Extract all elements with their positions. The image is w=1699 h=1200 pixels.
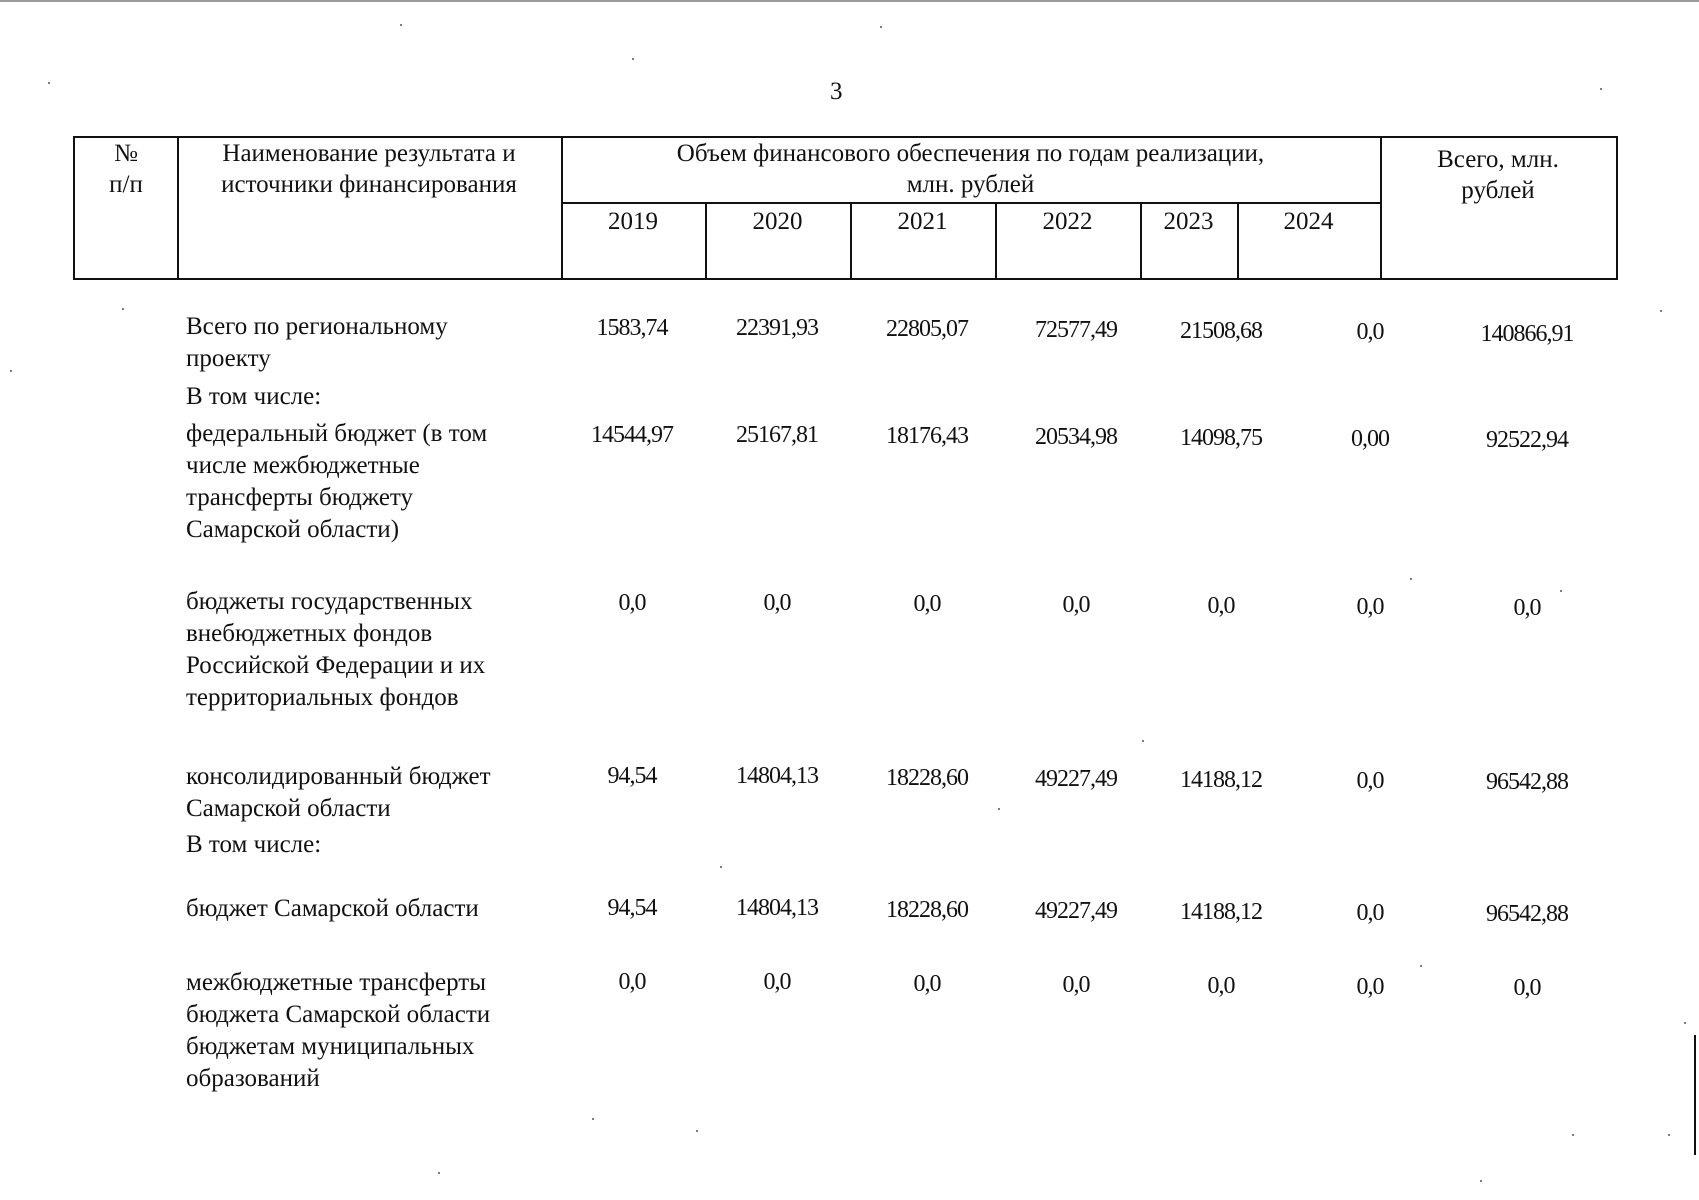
- scan-speck: [438, 1172, 440, 1174]
- scan-speck: [880, 26, 882, 28]
- table-cell: 0,0: [618, 969, 646, 995]
- row-label: межбюджетные трансферты бюджета Самарской области бюджетам муниципальных образований: [186, 969, 491, 1092]
- table-cell: 0,00: [1351, 426, 1389, 452]
- row-label: федеральный бюджет (в том числе межбюджетные трансферты бюджету Самарской области): [186, 420, 488, 543]
- table-cell: 14804,13: [736, 895, 818, 921]
- table-cell: 0,0: [763, 590, 791, 616]
- table-cell-total: 0,0: [1513, 975, 1541, 1001]
- scan-speck: [632, 58, 634, 60]
- table-cell: 0,0: [1356, 974, 1384, 1000]
- table-cell: 18176,43: [886, 423, 968, 449]
- table-cell: 0,0: [1356, 768, 1384, 794]
- table-cell: 0,0: [1062, 592, 1090, 618]
- page-number: 3: [830, 78, 843, 105]
- table-cell: 0,0: [1207, 593, 1235, 619]
- header-year: 2022: [1042, 208, 1093, 235]
- table-cell: 0,0: [1356, 594, 1384, 620]
- table-cell-total: 96542,88: [1486, 901, 1568, 927]
- header-year: 2020: [752, 208, 803, 235]
- header-year: 2019: [608, 208, 658, 235]
- header-col-number: № п/п: [109, 140, 143, 198]
- table-cell: 14098,75: [1180, 425, 1262, 451]
- table-header: [73, 136, 1618, 280]
- table-cell: 14188,12: [1180, 767, 1262, 793]
- table-cell: 0,0: [1356, 319, 1384, 345]
- table-cell: 0,0: [1062, 972, 1090, 998]
- table-cell: 14544,97: [591, 422, 673, 448]
- table-cell: 94,54: [607, 895, 657, 921]
- table-cell: 22391,93: [736, 315, 818, 341]
- header-year: 2021: [897, 208, 948, 235]
- table-cell-total: 96542,88: [1486, 769, 1568, 795]
- subheading: В том числе:: [186, 831, 322, 858]
- scan-speck: [1684, 1022, 1686, 1024]
- page-top-edge: [0, 0, 1699, 2]
- table-cell: 0,0: [763, 969, 791, 995]
- scan-speck: [1410, 578, 1412, 580]
- table-cell: 25167,81: [736, 422, 818, 448]
- scan-speck: [1600, 88, 1602, 90]
- scan-speck: [48, 82, 50, 84]
- header-divider: [561, 202, 1380, 204]
- scan-speck: [696, 1130, 698, 1132]
- table-cell: 0,0: [1356, 900, 1384, 926]
- table-cell: 49227,49: [1035, 766, 1117, 792]
- table-cell-total: 92522,94: [1486, 427, 1568, 453]
- table-cell: 0,0: [618, 590, 646, 616]
- header-year: 2024: [1283, 208, 1334, 235]
- scan-speck: [400, 24, 402, 26]
- table-cell: 0,0: [913, 971, 941, 997]
- table-cell: 0,0: [913, 591, 941, 617]
- scan-speck: [122, 308, 124, 310]
- scan-speck: [1572, 1134, 1574, 1136]
- row-label: Всего по региональному проекту: [186, 313, 448, 372]
- table-cell: 0,0: [1207, 973, 1235, 999]
- header-col-name: Наименование результата и источники финансирования: [221, 140, 517, 198]
- table-cell: 94,54: [607, 763, 657, 789]
- subheading: В том числе:: [186, 383, 322, 410]
- scan-speck: [1142, 740, 1144, 742]
- scan-speck: [1660, 310, 1662, 312]
- row-label: консолидированный бюджет Самарской области: [186, 763, 491, 822]
- table-cell: 18228,60: [886, 765, 968, 791]
- scan-speck: [592, 1118, 594, 1120]
- scan-edge-artifact: [1694, 1035, 1696, 1155]
- table-cell: 20534,98: [1035, 424, 1117, 450]
- table-cell: 14804,13: [736, 763, 818, 789]
- scan-speck: [10, 370, 12, 372]
- header-col-volume: Объем финансового обеспечения по годам реализации, млн. рублей: [676, 140, 1265, 198]
- table-cell: 18228,60: [886, 897, 968, 923]
- table-cell: 1583,74: [596, 315, 668, 341]
- scan-speck: [998, 808, 1000, 810]
- scan-speck: [1480, 1180, 1482, 1182]
- scan-speck: [720, 866, 722, 868]
- row-label: бюджеты государственных внебюджетных фондов Российской Федерации и их территориальных фондов: [186, 588, 486, 711]
- table-cell-total: 140866,91: [1480, 321, 1574, 347]
- table-cell: 72577,49: [1035, 317, 1117, 343]
- scan-speck: [1560, 590, 1562, 592]
- table-cell: 49227,49: [1035, 898, 1117, 924]
- table-cell: 21508,68: [1180, 318, 1262, 344]
- header-col-total: Всего, млн. рублей: [1437, 146, 1559, 204]
- table-cell-total: 0,0: [1513, 595, 1541, 621]
- scan-speck: [1420, 965, 1422, 967]
- table-cell: 14188,12: [1180, 899, 1262, 925]
- header-year: 2023: [1163, 208, 1214, 235]
- row-label: бюджет Самарской области: [186, 895, 479, 922]
- table-cell: 22805,07: [886, 316, 968, 342]
- scan-speck: [1668, 1134, 1670, 1136]
